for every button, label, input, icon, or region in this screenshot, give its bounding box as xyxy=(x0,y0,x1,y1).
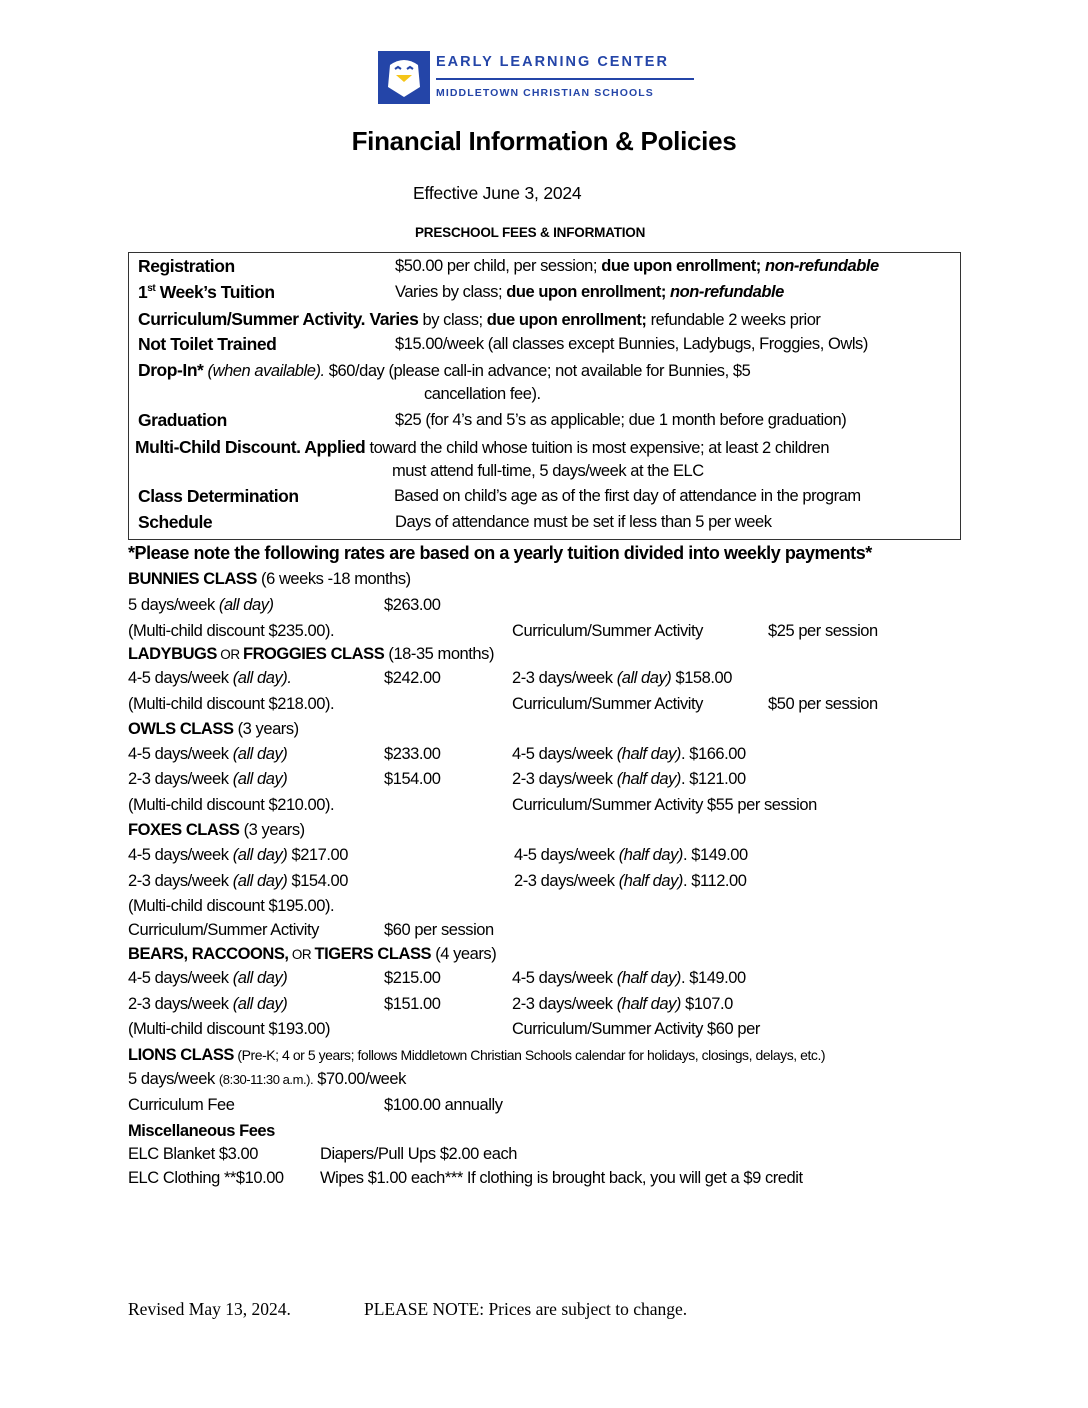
ladybugs-curriculum-price: $50 per session xyxy=(768,695,878,713)
graduation-label: Graduation xyxy=(138,410,227,430)
schedule-label: Schedule xyxy=(138,512,213,532)
bears-discount: (Multi-child discount $193.00) xyxy=(128,1020,331,1038)
bears-halfday1: 4-5 days/week (half day). $149.00 xyxy=(512,969,746,987)
eagle-mascot-icon xyxy=(378,51,430,104)
bunnies-heading: BUNNIES CLASS (6 weeks -18 months) xyxy=(128,570,411,588)
dropin-value-cont: cancellation fee). xyxy=(424,385,541,403)
owls-halfday1: 4-5 days/week (half day). $166.00 xyxy=(512,745,746,763)
lions-heading: LIONS CLASS (Pre-K; 4 or 5 years; follows Middletown Christian Schools calendar for holidays, closings, delays, etc.) xyxy=(128,1046,826,1064)
first-week-label: 1st Week’s Tuition xyxy=(138,282,275,302)
toilet-label: Not Toilet Trained xyxy=(138,334,277,354)
misc-fees-heading: Miscellaneous Fees xyxy=(128,1122,275,1140)
foxes-allday2: 2-3 days/week (all day) $154.00 xyxy=(128,872,348,890)
bears-allday1-price: $215.00 xyxy=(384,969,441,987)
owls-allday2-price: $154.00 xyxy=(384,770,441,788)
elc-logo xyxy=(378,51,694,104)
ladybugs-rate1-label: 4-5 days/week (all day). xyxy=(128,669,292,687)
first-week-value: Varies by class; due upon enrollment; non-refundable xyxy=(395,283,784,301)
effective-date: Effective June 3, 2024 xyxy=(413,183,582,203)
owls-heading: OWLS CLASS (3 years) xyxy=(128,720,299,738)
foxes-discount: (Multi-child discount $195.00). xyxy=(128,897,335,915)
owls-halfday2: 2-3 days/week (half day). $121.00 xyxy=(512,770,746,788)
graduation-value: $25 (for 4’s and 5’s as applicable; due 1 month before graduation) xyxy=(395,411,847,429)
logo-subtitle: MIDDLETOWN CHRISTIAN SCHOOLS xyxy=(436,87,654,99)
bears-halfday2: 2-3 days/week (half day) $107.0 xyxy=(512,995,733,1013)
bears-curriculum: Curriculum/Summer Activity $60 per xyxy=(512,1020,760,1038)
bears-allday2-label: 2-3 days/week (all day) xyxy=(128,995,288,1013)
class-determination-label: Class Determination xyxy=(138,486,299,506)
toilet-value: $15.00/week (all classes except Bunnies, Ladybugs, Froggies, Owls) xyxy=(395,335,868,353)
bunnies-rate-label: 5 days/week (all day) xyxy=(128,596,274,614)
misc-clothing: ELC Clothing **$10.00 xyxy=(128,1169,284,1187)
foxes-curriculum-label: Curriculum/Summer Activity xyxy=(128,921,319,939)
bears-allday2-price: $151.00 xyxy=(384,995,441,1013)
bunnies-curriculum-price: $25 per session xyxy=(768,622,878,640)
misc-blanket: ELC Blanket $3.00 xyxy=(128,1145,258,1163)
bunnies-rate-price: $263.00 xyxy=(384,596,441,614)
ladybugs-heading: LADYBUGS OR FROGGIES CLASS (18-35 months) xyxy=(128,645,494,663)
foxes-halfday1: 4-5 days/week (half day). $149.00 xyxy=(514,846,748,864)
owls-curriculum: Curriculum/Summer Activity $55 per session xyxy=(512,796,817,814)
lions-fee-price: $100.00 annually xyxy=(384,1096,503,1114)
price-change-note: PLEASE NOTE: Prices are subject to change. xyxy=(364,1299,688,1319)
registration-label: Registration xyxy=(138,256,235,276)
class-determination-value: Based on child’s age as of the first day of attendance in the program xyxy=(394,487,861,505)
revised-date: Revised May 13, 2024. xyxy=(128,1299,291,1319)
foxes-heading: FOXES CLASS (3 years) xyxy=(128,821,305,839)
bunnies-discount: (Multi-child discount $235.00). xyxy=(128,622,335,640)
bunnies-curriculum-label: Curriculum/Summer Activity xyxy=(512,622,703,640)
ladybugs-rate1-price: $242.00 xyxy=(384,669,441,687)
multichild-row: Multi-Child Discount. Applied toward the child whose tuition is most expensive; at least 2 children xyxy=(135,437,830,457)
dropin-row: Drop-In* (when available). $60/day (please call-in advance; not available for Bunnies, $5 xyxy=(138,360,751,380)
lions-fee-label: Curriculum Fee xyxy=(128,1096,235,1114)
rates-note: *Please note the following rates are based on a yearly tuition divided into weekly payments* xyxy=(128,543,872,563)
owls-discount: (Multi-child discount $210.00). xyxy=(128,796,335,814)
logo-title: EARLY LEARNING CENTER xyxy=(436,54,669,70)
foxes-halfday2: 2-3 days/week (half day). $112.00 xyxy=(514,872,747,890)
misc-wipes: Wipes $1.00 each*** If clothing is brought back, you will get a $9 credit xyxy=(320,1169,803,1187)
ladybugs-rate2: 2-3 days/week (all day) $158.00 xyxy=(512,669,732,687)
schedule-value: Days of attendance must be set if less than 5 per week xyxy=(395,513,772,531)
curriculum-row: Curriculum/Summer Activity. Varies by class; due upon enrollment; refundable 2 weeks prior xyxy=(138,309,821,329)
owls-allday1-label: 4-5 days/week (all day) xyxy=(128,745,288,763)
multichild-value-cont: must attend full-time, 5 days/week at the ELC xyxy=(392,462,704,480)
bears-allday1-label: 4-5 days/week (all day) xyxy=(128,969,288,987)
bears-heading: BEARS, RACCOONS, OR TIGERS CLASS (4 years) xyxy=(128,945,497,963)
section-heading: PRESCHOOL FEES & INFORMATION xyxy=(415,225,646,240)
misc-diapers: Diapers/Pull Ups $2.00 each xyxy=(320,1145,517,1163)
page-title: Financial Information & Policies xyxy=(351,126,737,156)
owls-allday2-label: 2-3 days/week (all day) xyxy=(128,770,288,788)
foxes-curriculum-price: $60 per session xyxy=(384,921,494,939)
foxes-allday1: 4-5 days/week (all day) $217.00 xyxy=(128,846,348,864)
ladybugs-discount: (Multi-child discount $218.00). xyxy=(128,695,335,713)
registration-value: $50.00 per child, per session; due upon enrollment; non-refundable xyxy=(395,257,879,275)
lions-rate: 5 days/week (8:30-11:30 a.m.). $70.00/week xyxy=(128,1070,406,1088)
logo-divider xyxy=(436,78,694,80)
ladybugs-curriculum-label: Curriculum/Summer Activity xyxy=(512,695,703,713)
owls-allday1-price: $233.00 xyxy=(384,745,441,763)
